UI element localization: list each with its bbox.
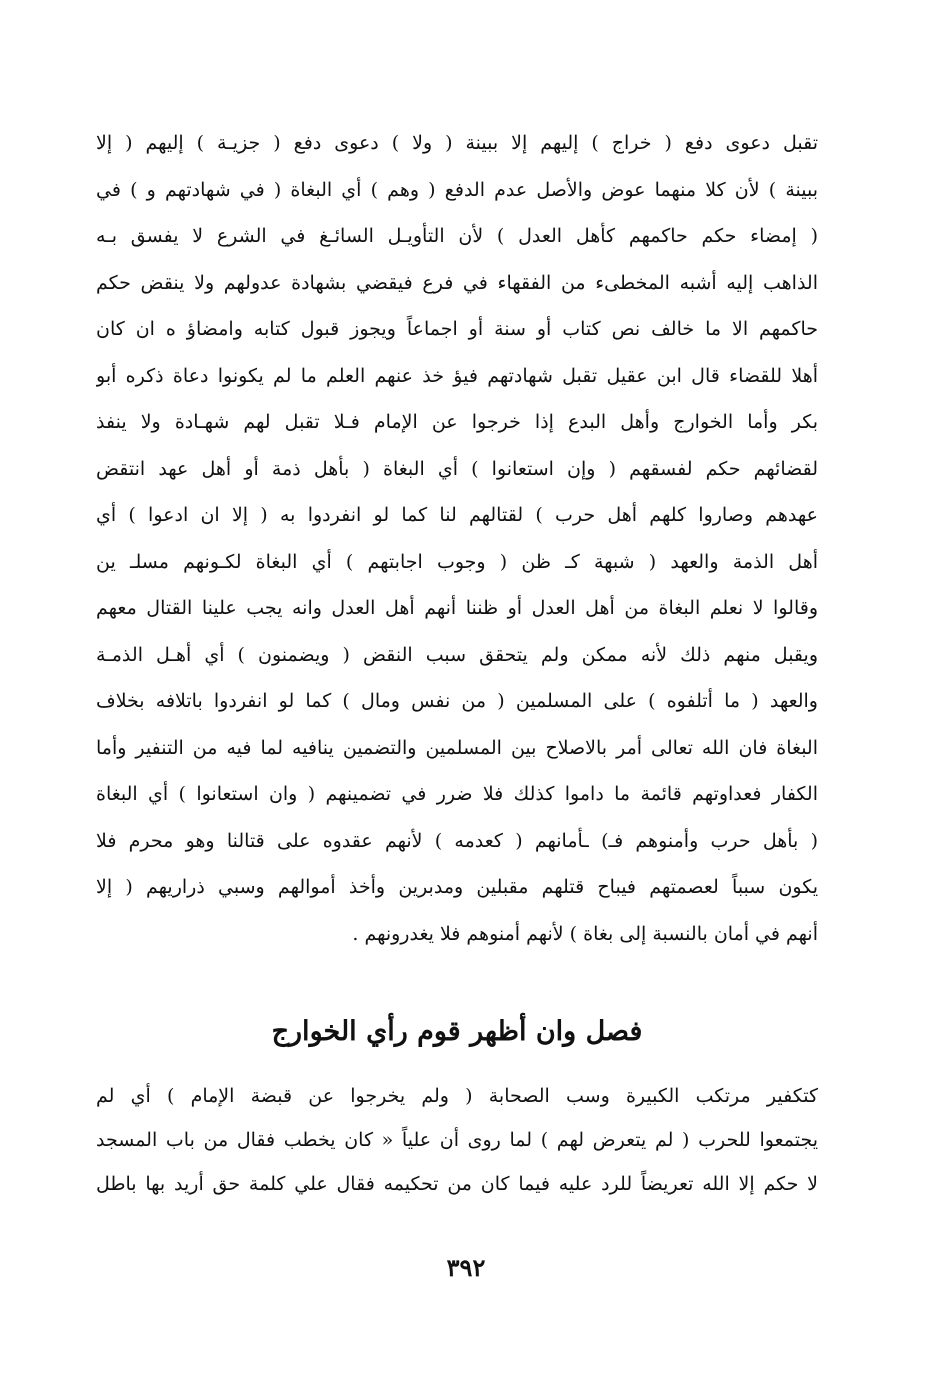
text-line: الذاهب إليه أشبه المخطىء من الفقهاء في فرع فيقضي بشهادة عدولهم ولا ينقض حكم: [96, 271, 818, 294]
text-line: ( بأهل حرب وأمنوهم فـ) ـأمانهم ( كعدمه ) لأنهم عقدوه على قتالنا وهو محرم فلا: [96, 829, 818, 852]
text-line: أنهم في أمان بالنسبة إلى بغاة ) لأنهم أمنوهم فلا يغدرونهم .: [352, 922, 818, 945]
text-line: يجتمعوا للحرب ( لم يتعرض لهم ) لما روى أن علياً « كان يخطب فقال من باب المسجد: [96, 1129, 818, 1151]
text-line: الكفار فعداوتهم قائمة ما داموا كذلك فلا ضرر في تضمينهم ( وان استعانوا ) أي البغاة: [96, 783, 818, 805]
text-line: ويقبل منهم ذلك لأنه ممكن ولم يتحقق سبب النقض ( ويضمنون ) أي أهـل الذمـة: [96, 643, 818, 666]
section-text-block: [96, 1074, 818, 1206]
text-line: عهدهم وصاروا كلهم أهل حرب ) لقتالهم لنا كما لو انفردوا به ( إلا ان ادعوا ) أي: [96, 504, 818, 526]
text-line: ببينة ) لأن كلا منهما عوض والأصل عدم الدفع ( وهم ) أي البغاة ( في شهادتهم و ) في: [96, 178, 818, 201]
section-heading: فصل وان أظهر قوم رأي الخوارج: [271, 1016, 643, 1047]
text-line: أهلا للقضاء قال ابن عقيل تقبل شهادتهم فيؤ خذ عنهم العلم ما لم يكونوا دعاة ذكره أبو: [96, 364, 818, 387]
text-line: والعهد ( ما أتلفوه ) على المسلمين ( من نفس ومال ) كما لو انفردوا باتلافه بخلاف: [96, 690, 818, 712]
page-number: ٣٩٢: [446, 1253, 486, 1282]
text-line: بكر وأما الخوارج وأهل البدع إذا خرجوا عن الإمام فـلا تقبل لهم شهـادة ولا ينفذ: [96, 411, 818, 433]
text-line: حاكمهم الا ما خالف نص كتاب أو سنة أو اجماعاً ويجوز قبول كتابه وامضاؤ ه ان كان: [96, 318, 818, 340]
text-line: لا حكم إلا الله تعريضاً للرد عليه فيما كان من تحكيمه فقال علي كلمة حق أريد بها باطل: [96, 1173, 818, 1195]
text-line: أهل الذمة والعهد ( شبهة كـ ظن ( وجوب اجابتهم ) أي البغاة لكـونهم مسلـ ين: [96, 550, 818, 573]
text-line: ( إمضاء حكم حاكمهم كأهل العدل ) لأن التأويـل السائـغ في الشرع لا يفسق بـه: [96, 225, 818, 247]
text-line: البغاة فان الله تعالى أمر بالاصلاح بين المسلمين والتضمين ينافيه لما فيه من التنفير وأما: [96, 736, 818, 759]
text-line: تقبل دعوى دفع ( خراج ) إليهم إلا ببينة ( ولا ) دعوى دفع ( جزيـة ) إليهم ( إلا: [96, 132, 818, 154]
text-line: يكون سبباً لعصمتهم فيباح قتلهم مقبلين ومدبرين وأخذ أموالهم وسبي ذراريهم ( إلا: [96, 876, 818, 898]
text-line: وقالوا لا نعلم البغاة من أهل العدل أو ظننا أنهم أهل العدل وانه يجب علينا القتال معهم: [96, 597, 818, 619]
text-line: كتكفير مرتكب الكبيرة وسب الصحابة ( ولم يخرجوا عن قبضة الإمام ) أي لم: [96, 1085, 818, 1107]
main-text-block: [96, 120, 818, 957]
text-line: لقضائهم حكم لفسقهم ( وإن استعانوا ) أي البغاة ( بأهل ذمة أو أهل عهد انتقض: [96, 457, 818, 480]
